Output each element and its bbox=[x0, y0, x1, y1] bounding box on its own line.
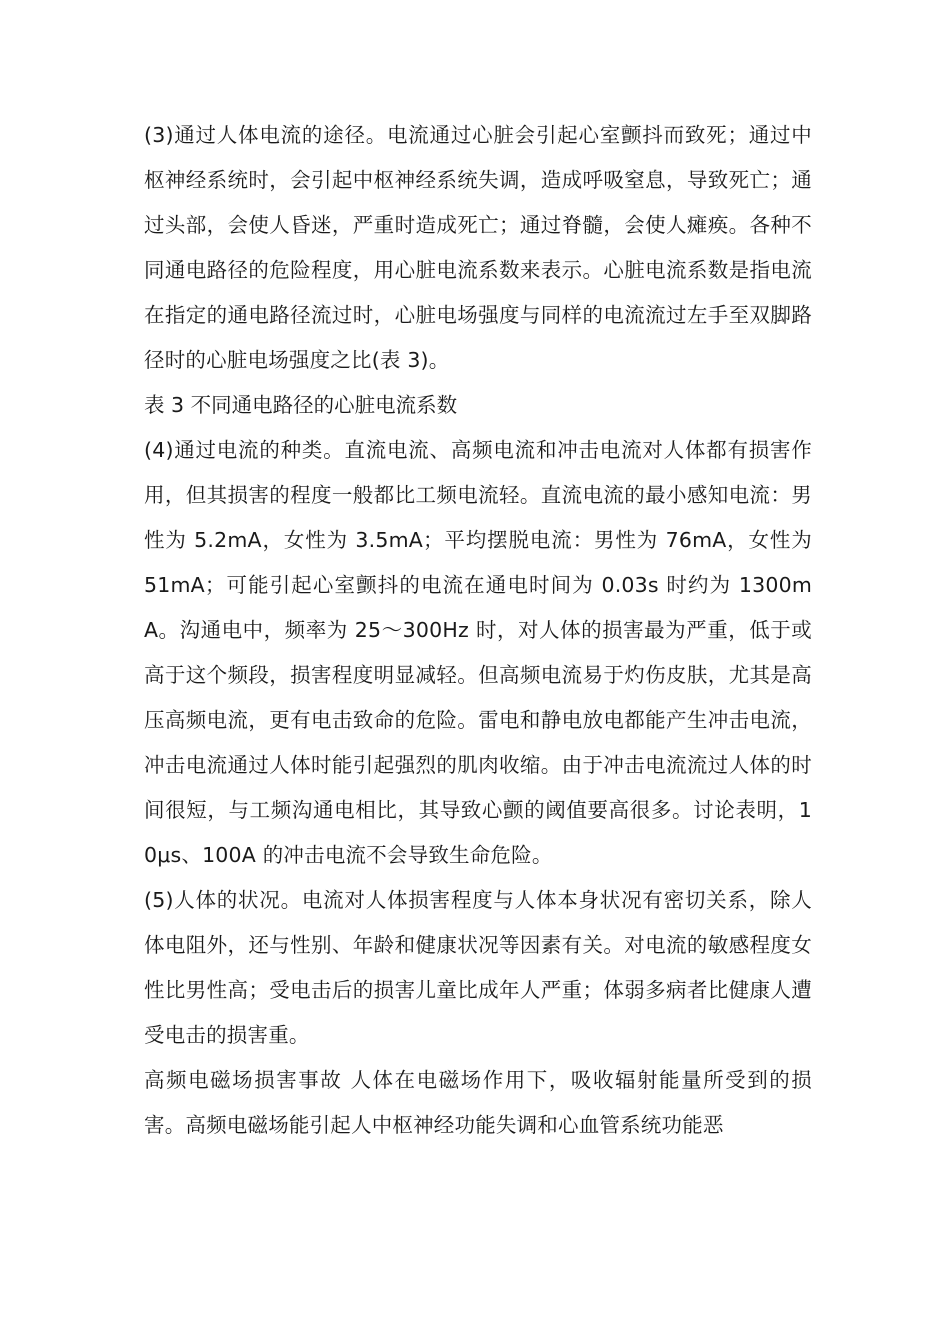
paragraph-body-condition: (5)人体的状况。电流对人体损害程度与人体本身状况有密切关系，除人体电阻外，还与性别、年龄和健康状况等因素有关。对电流的敏感程度女性比男性高；受电击后的损害儿童比成年人严重；体弱多病者比健康人遭受电击的损害重。 bbox=[144, 888, 812, 1047]
table-caption: 表 3 不同通电路径的心脏电流系数 bbox=[144, 393, 458, 417]
document-body bbox=[144, 113, 812, 1148]
paragraph-current-path: (3)通过人体电流的途径。电流通过心脏会引起心室颤抖而致死；通过中枢神经系统时，会引起中枢神经系统失调，造成呼吸窒息，导致死亡；通过头部，会使人昏迷，严重时造成死亡；通过脊髓，会使人瘫痪。各种不同通电路径的危险程度，用心脏电流系数来表示。心脏电流系数是指电流在指定的通电路径流过时，心脏电场强度与同样的电流流过左手至双脚路径时的心脏电场强度之比(表 3)。 bbox=[144, 123, 812, 372]
paragraph-current-type: (4)通过电流的种类。直流电流、高频电流和冲击电流对人体都有损害作用，但其损害的程度一般都比工频电流轻。直流电流的最小感知电流：男性为 5.2mA，女性为 3.5mA；平均摆脱电流：男性为 76mA，女性为 51mA；可能引起心室颤抖的电流在通电时间为 0.03s 时约为 1300mA。沟通电中，频率为 25～300Hz 时，对人体的损害最为严重，低于或高于这个频段，损害程度明显减轻。但高频电流易于灼伤皮肤，尤其是高压高频电流，更有电击致命的危险。雷电和静电放电都能产生冲击电流，冲击电流通过人体时能引起强烈的肌肉收缩。由于冲击电流流过人体的时间很短，与工频沟通电相比，其导致心颤的阈值要高很多。讨论表明，10μs、100A 的冲击电流不会导致生命危险。 bbox=[144, 438, 812, 867]
paragraph-high-frequency: 高频电磁场损害事故 人体在电磁场作用下，吸收辐射能量所受到的损害。高频电磁场能引起人中枢神经功能失调和心血管系统功能恶 bbox=[144, 1068, 812, 1137]
